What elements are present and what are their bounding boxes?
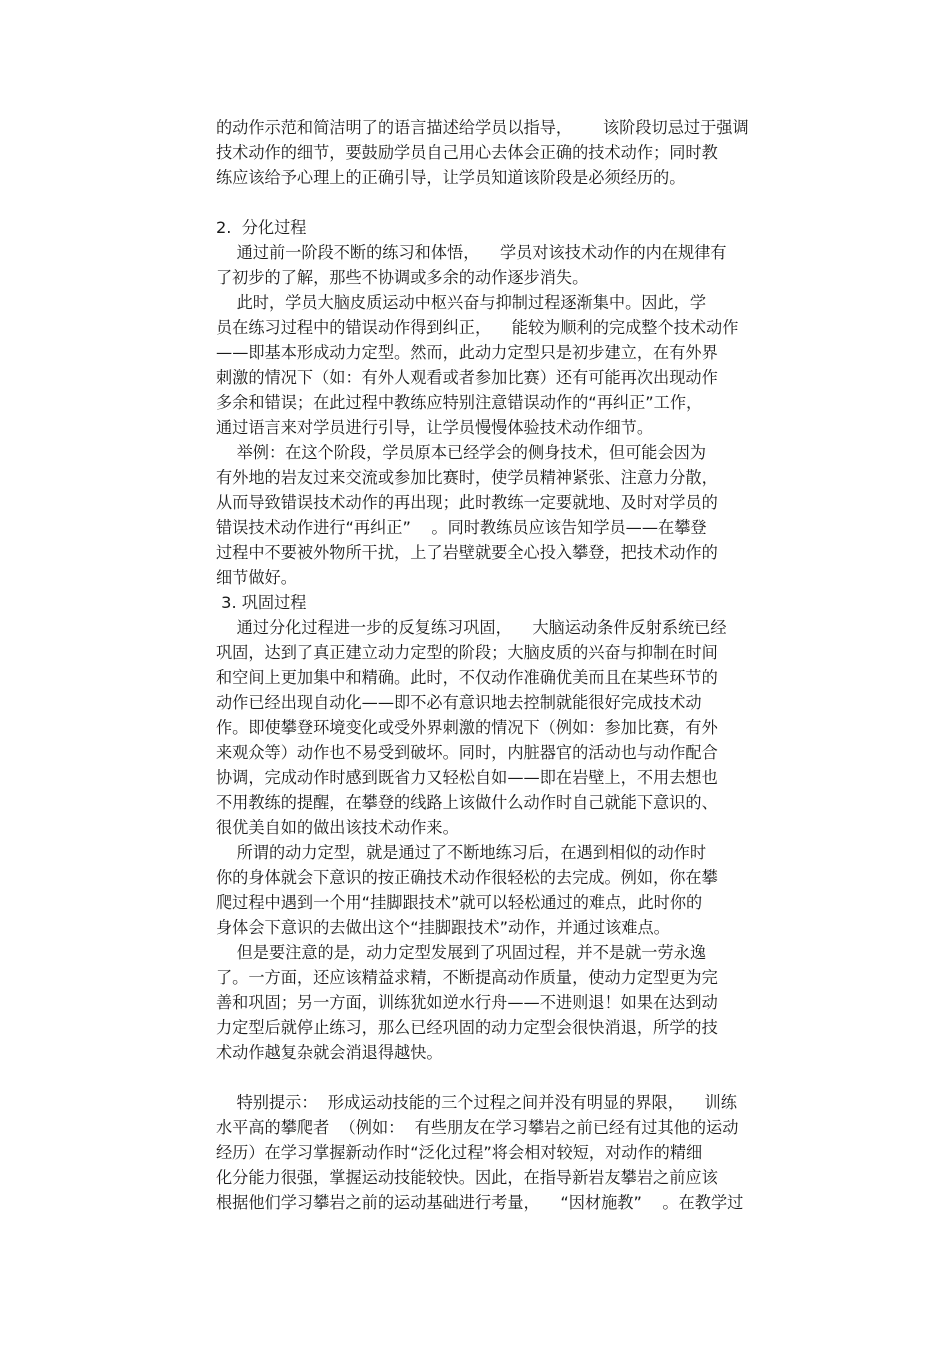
paragraph-line: 不用教练的提醒，在攀登的线路上该做什么动作时自己就能下意识的、 [216,793,718,812]
paragraph-line: 练应该给予心理上的正确引导，让学员知道该阶段是必须经历的。 [216,168,686,187]
paragraph-line: 技术动作的细节，要鼓励学员自己用心去体会正确的技术动作；同时教 [216,143,718,162]
paragraph-line: 善和巩固；另一方面，训练犹如逆水行舟——不进则退！如果在达到动 [216,993,718,1012]
paragraph-line: 化分能力很强，掌握运动技能较快。因此，在指导新岩友攀岩之前应该 [216,1168,718,1187]
paragraph-line: 巩固，达到了真正建立动力定型的阶段；大脑皮质的兴奋与抑制在时间 [216,643,718,662]
paragraph-line: 通过语言来对学员进行引导，让学员慢慢体验技术动作细节。 [216,418,654,437]
section-heading: 3. 巩固过程 [216,593,307,612]
paragraph-line: 来观众等）动作也不易受到破坏。同时，内脏器官的活动也与动作配合 [216,743,718,762]
paragraph-line: 通过分化过程进一步的反复练习巩固， 大脑运动条件反射系统已经 [216,618,727,637]
paragraph-line: 经历）在学习掌握新动作时“泛化过程”将会相对较短，对动作的精细 [216,1143,703,1162]
paragraph-line: 通过前一阶段不断的练习和体悟， 学员对该技术动作的内在规律有 [216,243,727,262]
paragraph-line: 有外地的岩友过来交流或参加比赛时，使学员精神紧张、注意力分散， [216,468,718,487]
paragraph-line: 作。即使攀登环境变化或受外界刺激的情况下（例如：参加比赛，有外 [216,718,718,737]
paragraph-line: 此时，学员大脑皮质运动中枢兴奋与抑制过程逐渐集中。因此，学 [216,293,707,312]
paragraph-line: 很优美自如的做出该技术动作来。 [216,818,459,837]
paragraph-line: 的动作示范和简洁明了的语言描述给学员以指导， 该阶段切忌过于强调 [216,118,749,137]
paragraph-line: 根据他们学习攀岩之前的运动基础进行考量， “因材施教” 。在教学过 [216,1193,744,1212]
paragraph-line: 错误技术动作进行“再纠正” 。同时教练员应该告知学员——在攀登 [216,518,707,537]
paragraph-line: 所谓的动力定型，就是通过了不断地练习后，在遇到相似的动作时 [216,843,707,862]
paragraph-line: 你的身体就会下意识的按正确技术动作很轻松的去完成。例如，你在攀 [216,868,718,887]
paragraph-line: 协调，完成动作时感到既省力又轻松自如——即在岩壁上，不用去想也 [216,768,718,787]
paragraph-line: 动作已经出现自动化——即不必有意识地去控制就能很好完成技术动 [216,693,702,712]
paragraph-line: 了初步的了解，那些不协调或多余的动作逐步消失。 [216,268,589,287]
paragraph-line: 身体会下意识的去做出这个“挂脚跟技术”动作，并通过该难点。 [216,918,670,937]
paragraph-line: 过程中不要被外物所干扰，上了岩壁就要全心投入攀登，把技术动作的 [216,543,718,562]
paragraph-line: 多余和错误；在此过程中教练应特别注意错误动作的“再纠正”工作， [216,393,703,412]
paragraph-line: 特别提示： 形成运动技能的三个过程之间并没有明显的界限， 训练 [216,1093,737,1112]
paragraph-line: 员在练习过程中的错误动作得到纠正， 能较为顺利的完成整个技术动作 [216,318,739,337]
paragraph-line: 和空间上更加集中和精确。此时，不仅动作准确优美而且在某些环节的 [216,668,718,687]
paragraph-line: 举例：在这个阶段，学员原本已经学会的侧身技术，但可能会因为 [216,443,707,462]
paragraph-line: 术动作越复杂就会消退得越快。 [216,1043,443,1062]
paragraph-line: ——即基本形成动力定型。然而，此动力定型只是初步建立，在有外界 [216,343,718,362]
paragraph-line: 水平高的攀爬者 （例如： 有些朋友在学习攀岩之前已经有过其他的运动 [216,1118,739,1137]
paragraph-line: 了。一方面，还应该精益求精，不断提高动作质量，使动力定型更为完 [216,968,718,987]
paragraph-line: 但是要注意的是，动力定型发展到了巩固过程，并不是就一劳永逸 [216,943,707,962]
paragraph-line: 力定型后就停止练习，那么已经巩固的动力定型会很快消退，所学的技 [216,1018,718,1037]
paragraph-line: 从而导致错误技术动作的再出现；此时教练一定要就地、及时对学员的 [216,493,718,512]
paragraph-line: 爬过程中遇到一个用“挂脚跟技术”就可以轻松通过的难点，此时你的 [216,893,703,912]
paragraph-line: 刺激的情况下（如：有外人观看或者参加比赛）还有可能再次出现动作 [216,368,718,387]
paragraph-line: 细节做好。 [216,568,297,587]
section-heading: 2. 分化过程 [216,218,307,237]
